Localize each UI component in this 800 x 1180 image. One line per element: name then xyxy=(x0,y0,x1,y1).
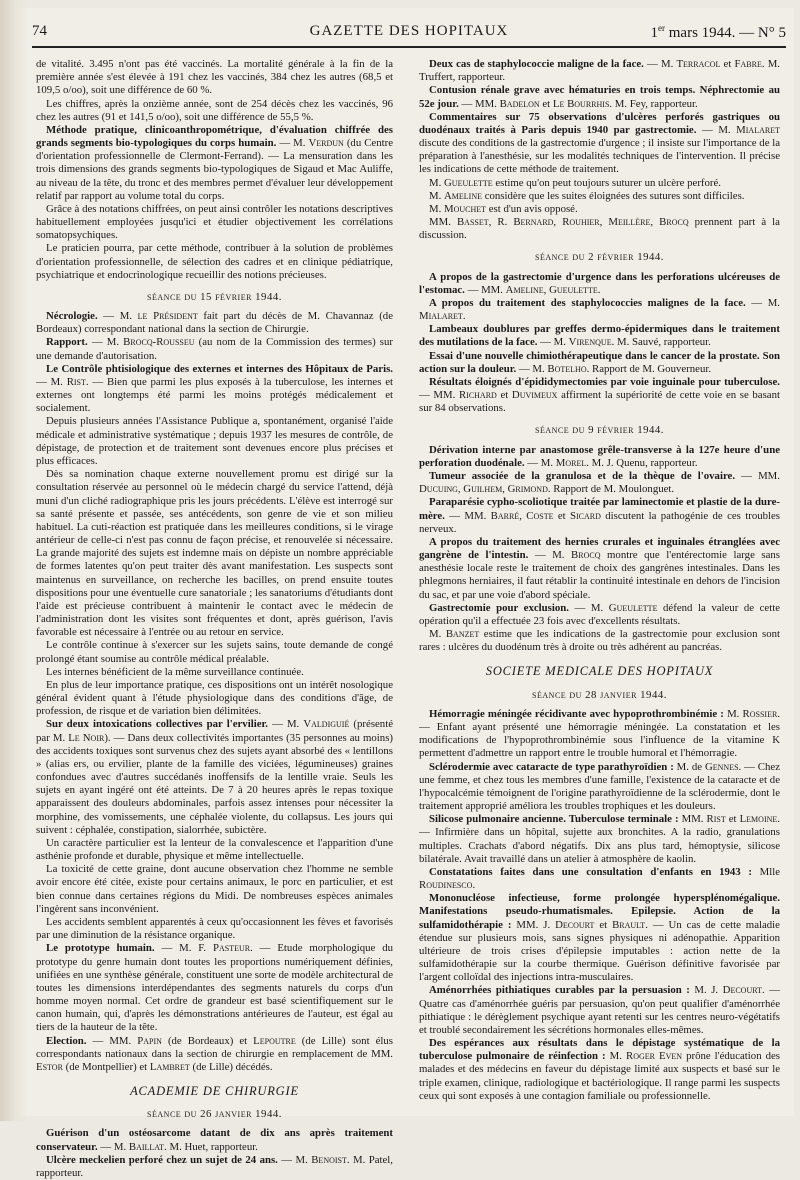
communication: Sur deux intoxications collectives par l'ervilier. — M. Valdiguié (présenté par M. Le Noir). — Dans deux collectivités importantes (35 personnes au moins) des accidents toxiques sont survenus chez des sujets ayant absorbé des « lentillons » (alias ers, ou ervilier, plante de la famille des viciées, légumineuses) graines confondues avec d'autres succédanés inoffensifs de la lentille vraie. Seuls les sujets en ayant ingéré ont été atteints. De 7 à 20 heures après le repas toxique apparaissent des douleurs abdominales, parfois assez intenses pour nécessiter la morphine, des vomissements, une céphalée violente, du collapsus. Les jours qui suivent : céphalée, constipation, sialorrhée, subictère. xyxy=(36,718,393,836)
paragraph: MM. Basset, R. Bernard, Rouhier, Meillère, Brocq prennent part à la discussion. xyxy=(419,216,780,242)
page-number: 74 xyxy=(32,23,47,39)
communication: Mononucléose infectieuse, forme prolongée hypersplénomégalique. Manifestations pseudo-rhumatismales. Epilepsie. Action de la sulfamidothérapie : MM. J. Decourt et Brault. — Un cas de cette maladie étendue sur plusieurs mois, sans signes physiques ni adénopathie. Apparition ultérieure de trois crises d'épilepsie imputables : action nette de la sulfamidothérapie sur la courbe thermique. Guérison définitive favorisée par l'argent colloïdal des injections intra-musculaires. xyxy=(419,892,780,984)
communication: Sclérodermie avec cataracte de type parathyroïdien : M. de Gennes. — Chez une femme, et chez tous les membres d'une famille, l'existence de la cataracte et de l'hypocalcémie témoignent de l'origine parathyroïdienne de la sclérodermie, dont le traitement approprié améliora les troubles trophiques et les douleurs. xyxy=(419,760,780,813)
paragraph: Depuis plusieurs années l'Assistance Publique a, spontanément, organisé l'aide médicale et administrative systématique ; depuis 1937 les mesures de contrôle, de dépistage, de protection et de traitement sont devenues encore plus précises et plus efficaces. xyxy=(36,415,393,467)
communication: Rapport. — M. Brocq-Rousseu (au nom de la Commission des termes) sur une demande d'autorisation. xyxy=(36,336,393,362)
paragraph: Un caractère particulier est la lenteur de la convalescence et l'apparition d'une asthénie profonde et durable, physique et même intellectuelle. xyxy=(36,836,393,863)
communication: Aménorrhées pithiatiques curables par la persuasion : M. J. Decourt. — Quatre cas d'aménorrhée guéris par persuasion, qu'on peut qualifier d'aménorrhée pithiatique : le dérèglement psychique ayant retenti sur les centres neuro-végétatifs et troublé secondairement les sécrétions hormonales elles-mêmes. xyxy=(419,984,780,1036)
communication: A propos du traitement des hernies crurales et inguinales étranglées avec gangrène de l'intestin. — M. Brocq montre que l'entérectomie large sans anesthésie locale reste le traitement de choix des gangrènes intestinales. Dans les phlegmons herniaires, il faut rétablir la continuité intestinale en dehors de l'incision du sac, et par une voie d'abord spéciale. xyxy=(419,535,780,601)
left-column xyxy=(36,58,394,1179)
session-heading: séance du 28 janvier 1944. xyxy=(532,688,667,701)
communication: Lambeaux doublures par greffes dermo-épidermiques dans le traitement des mutilations de la face. — M. Virenque. M. Sauvé, rapporteur. xyxy=(419,323,780,349)
communication: Des espérances aux résultats dans le dépistage systématique de la tuberculose pulmonaire de réinfection : M. Roger Even prône l'éducation des malades et des médecins en faveur du dépistage limité aux suspects et basé sur le triple examen, clinique, radiologique et bactériologique. Il range parmi les suspects ceux qui sont exposés à une contagion familiale ou professionnelle. xyxy=(419,1037,781,1102)
communication: Silicose pulmonaire ancienne. Tuberculose terminale : MM. Rist et Lemoine. — Infirmière dans un hôpital, sujette aux bronchites. A la radio, granulations multiples. Crachats d'abord négatifs. Dix ans plus tard, hémoptysie, silicose bilatérale. Avait travaillé dans un atelier à atmosphère de kaolin. xyxy=(419,813,780,865)
paragraph: Le contrôle continue à s'exercer sur les sujets sains, toute demande de congé prolongé étant soumise au contrôle médical préalable. xyxy=(36,639,393,665)
paragraph: Les internes bénéficient de la même surveillance continuée. xyxy=(46,665,304,678)
paragraph: Les accidents semblent apparentés à ceux qu'occasionnent les fèves et favorisés par une diminution de la résistance organique. xyxy=(36,916,393,942)
right-column xyxy=(419,58,781,1102)
session-heading: séance du 2 février 1944. xyxy=(535,251,664,264)
communication: Le prototype humain. — M. F. Pasteur. — Etude morphologique du prototype du genre humain dont toutes les proportions numériquement définies, unifiées en une synthèse générale, constituent une sorte de modèle architectural de toutes les dimensions interdépendantes des segments naturels du corps d'un homme moyen normal. Cet ordre de grandeur est basé scientifiquement sur le canon humain, qui, d'après les démonstrations antérieures de l'auteur, est égal au tiers de la hauteur de la tête. xyxy=(36,942,393,1034)
session-heading: séance du 9 février 1944. xyxy=(535,424,664,437)
paragraph: M. Gueulette estime qu'on peut toujours suturer un ulcère perforé. xyxy=(429,176,721,189)
communication: Dérivation interne par anastomose grêle-transverse à la 127e heure d'une perforation duodénale. — M. Morel. M. J. Quenu, rapporteur. xyxy=(419,443,780,469)
paragraph: Dès sa nomination chaque externe nouvellement promu est dirigé sur la consultation réservée au personnel où le médecin chargé du service l'attend, déjà muni d'un cliché radiographique pris les jours précédents. L'élève est interrogé sur sa santé présente et passée, ses antécédents, son genre de vie et son milieu habituel. La cuti-réaction est pratiquée dans les meilleures conditions, si le virage antérieur de celle-ci n'est pas connu de façon précise, et renouvelée si nécessaire. La grande majorité des sujets est indemne mais on dépiste un nombre appréciable de formes latentes qu'on peut traiter dès avant manifestation. Les suspects sont maintenus en surveillance, on recherche les bacilles, on prend ensuite toutes dispositions pour une éventuelle cure sanatoriale ; les sanatoriums d'étudiants dont l'aide est précieuse contribuent à maintenir le contact avec le médecin de l'administration dont les visites sont fréquentes et dont, après guérison, l'avis favorable est nécessaire à l'entrée ou au retour en service. xyxy=(36,468,393,639)
communication: Essai d'une nouvelle chimiothérapeutique dans le cancer de la prostate. Son action sur la douleur. — M. Botelho. Rapport de M. Gouverneur. xyxy=(419,349,780,375)
paragraph: Les chiffres, après la onzième année, sont de 254 décès chez les vaccinés, 96 chez les autres (91 et 141,5 o/oo), soit une différence de 55,5 %. xyxy=(36,97,393,123)
communication: Tumeur associée de la granulosa et de la thèque de l'ovaire. — MM. Ducuing, Guilhem, Grimond. Rapport de M. Moulonguet. xyxy=(419,469,780,496)
issue-date: 1er mars 1944. — N° 5 xyxy=(650,23,786,41)
session-heading: séance du 15 février 1944. xyxy=(147,290,282,303)
communication: Guérison d'un ostéosarcome datant de dix ans après traitement conservateur. — M. Baillat. M. Huet, rapporteur. xyxy=(36,1127,393,1153)
communication: Ulcère meckelien perforé chez un sujet de 24 ans. — M. Benoist. M. Patel, rapporteur. xyxy=(36,1153,394,1179)
communication: A propos du traitement des staphylococcies malignes de la face. — M. Mialaret. xyxy=(419,296,780,323)
paragraph: de vitalité. 3.495 n'ont pas été vaccinés. La mortalité générale à la fin de la première année s'est élevée à 191 chez les vaccinés, 384 chez les autres (68,5 et 109,5 o/oo), soit une différence de 60 %. xyxy=(36,58,393,97)
communication: Méthode pratique, clinicoanthropométrique, d'évaluation chiffrée des grands segments bio-typologiques du corps humain. — M. Verdun (du Centre d'orientation professionnelle de Clermont-Ferrand). — La mensuration dans les trois dimensions des grands segments bio-typologiques de Sigaud et Mac Auliffe, au niveau de la tête, du tronc et des membres permet d'évaluer leur développement relatif par rapport au volume total du corps. xyxy=(36,123,393,202)
communication: Gastrectomie pour exclusion. — M. Gueulette défend la valeur de cette opération qu'il a effectuée 23 fois avec d'excellents résultats. xyxy=(419,601,780,627)
paragraph: En plus de leur importance pratique, ces dispositions ont un intérêt nosologique général évident quant à l'étude physiologique dans des conditions d'âge, de profession, de risque et de variation bien délimitées. xyxy=(36,678,393,718)
paragraph: M. Ameline considère que les suites éloignées des sutures sont difficiles. xyxy=(429,189,745,202)
communication: Deux cas de staphylococcie maligne de la face. — M. Terracol et Fabre. M. Truffert, rapporteur. xyxy=(419,58,780,84)
paragraph: M. Banzet estime que les indications de la gastrectomie pour exclusion sont rares : ulcères du duodénum très à droite ou très adhérent au pancréas. xyxy=(419,628,781,654)
session-heading: séance du 26 janvier 1944. xyxy=(147,1108,282,1121)
communication: Election. — MM. Papin (de Bordeaux) et Lepoutre (de Lille) sont élus correspondants nationaux dans la section de chirurgie en remplacement de MM. Estor (de Montpellier) et Lambret (de Lille) décédés. xyxy=(36,1034,393,1073)
communication: A propos de la gastrectomie d'urgence dans les perforations ulcéreuses de l'estomac. — MM. Ameline, Gueulette. xyxy=(419,270,780,296)
communication: Le Contrôle phtisiologique des externes et internes des Hôpitaux de Paris. — M. Rist. — Bien que parmi les plus exposés à la tuberculose, les internes et externes ont longtemps été parmi les moins protégés médicalement et socialement. xyxy=(36,362,393,415)
communication: Paraparésie cypho-scoliotique traitée par laminectomie et plastie de la dure-mère. — MM. Barré, Coste et Sicard discutent la pathogénie de ces troubles nerveux. xyxy=(419,496,781,535)
communication: Résultats éloignés d'épididymectomies par voie inguinale pour tuberculose. — MM. Richard et Duvimeux affirment la supériorité de cette voie en se basant sur 84 observations. xyxy=(419,375,780,415)
paragraph: M. Mouchet est d'un avis opposé. xyxy=(429,202,578,215)
communication: Constatations faites dans une consultation d'enfants en 1943 : Mlle Roudinesco. xyxy=(419,865,781,892)
page-header xyxy=(32,20,786,48)
paragraph: Le praticien pourra, par cette méthode, contribuer à la solution de problèmes d'orientation professionnelle, de sélection des cadres et en clinique pédiatrique, psychiatrique et endocrinologique recueillir des notions précieuses. xyxy=(36,242,393,281)
journal-title: GAZETTE DES HOPITAUX xyxy=(309,23,509,39)
communication: Hémorragie méningée récidivante avec hypoprothrombinémie : M. Rossier. — Enfant ayant présenté une hémorragie méningée. La constatation et les modifications de l'hypoprothrombinémie sous l'influence de la vitamine K permettent d'admettre un rapport entre le trouble humoral et l'hémorragie. xyxy=(419,707,781,760)
communication: Nécrologie. — M. le Président fait part du décès de M. Chavannaz (de Bordeaux) correspondant national dans la section de Chirurgie. xyxy=(36,310,393,336)
communication: Commentaires sur 75 observations d'ulcères perforés gastriques ou duodénaux traités à Paris depuis 1940 par gastrectomie. — M. Mialaret discute des conditions de la gastrectomie d'urgence ; il insiste sur l'importance de la préparation à l'anesthésie, sur les modalités techniques de l'intervention. Il précise les indications de cette méthode de traitement. xyxy=(419,110,780,176)
communication: Contusion rénale grave avec hématuries en trois temps. Néphrectomie au 52e jour. — MM. Badelon et Le Bourrhis. M. Fey, rapporteur. xyxy=(419,84,780,110)
section-title: ACADEMIE DE CHIRURGIE xyxy=(130,1084,299,1099)
paragraph: Grâce à des notations chiffrées, on peut ainsi contrôler les notations descriptives habituellement employées jusqu'ici et étudier objectivement les corrélations somatopsychiques. xyxy=(36,202,393,242)
paragraph: La toxicité de cette graine, dont aucune observation chez l'homme ne semble avoir encore été citée, existe pour certains animaux, le porc en particulier, et est bien connue dans certaines régions du Midi. De nombreuses espèces animales l'ingèrent sans inconvénient. xyxy=(36,863,393,915)
section-title: SOCIETE MEDICALE DES HOPITAUX xyxy=(485,664,714,679)
binding-gutter-shadow xyxy=(0,0,28,1121)
